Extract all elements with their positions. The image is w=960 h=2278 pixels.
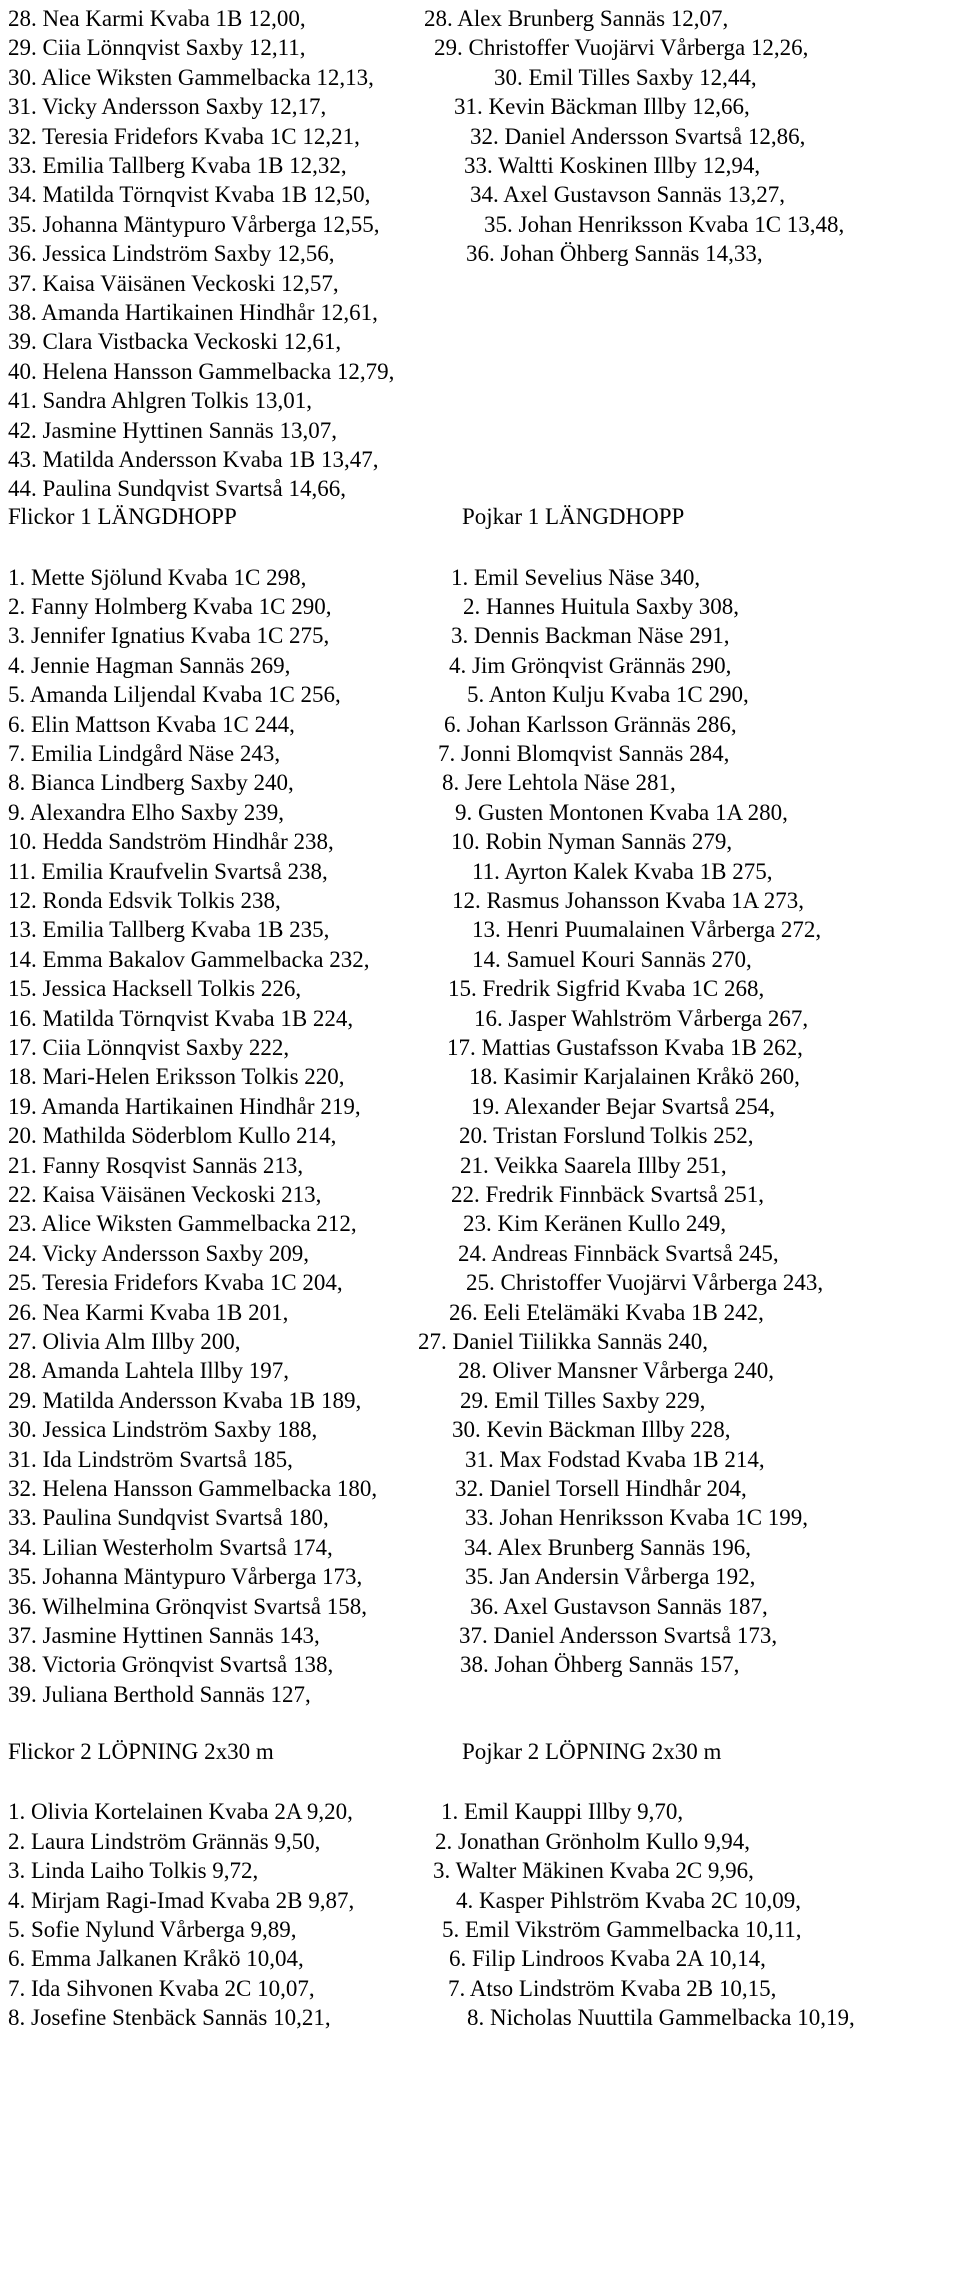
- result-row: [0, 298, 960, 327]
- result-girl: 42. Jasmine Hyttinen Sannäs 13,07,: [8, 417, 337, 443]
- result-row: [0, 1327, 960, 1356]
- result-row: [0, 915, 960, 944]
- result-girl: 4. Mirjam Ragi-Imad Kvaba 2B 9,87,: [8, 1887, 355, 1913]
- result-row: [0, 180, 960, 209]
- result-boy: 5. Emil Vikström Gammelbacka 10,11,: [442, 1917, 802, 1942]
- result-boy: 10. Robin Nyman Sannäs 279,: [451, 829, 733, 855]
- result-girl: 37. Jasmine Hyttinen Sannäs 143,: [8, 1623, 320, 1648]
- result-girl: 1. Mette Sjölund Kvaba 1C 298,: [8, 564, 307, 590]
- result-girl: 33. Emilia Tallberg Kvaba 1B 12,32,: [8, 153, 347, 178]
- result-girl: 20. Mathilda Söderblom Kullo 214,: [8, 1123, 337, 1149]
- result-row: [0, 857, 960, 886]
- result-row: [0, 2003, 960, 2032]
- result-row: [0, 151, 960, 180]
- result-row: [0, 1562, 960, 1591]
- result-row: [0, 1533, 960, 1562]
- result-row: [0, 63, 960, 92]
- result-row: [0, 1033, 960, 1062]
- result-row: [0, 1797, 960, 1826]
- result-boy: 20. Tristan Forslund Tolkis 252,: [459, 1123, 754, 1149]
- result-boy: 30. Emil Tilles Saxby 12,44,: [494, 64, 757, 90]
- result-girl: 21. Fanny Rosqvist Sannäs 213,: [8, 1152, 304, 1178]
- result-girl: 39. Juliana Berthold Sannäs 127,: [8, 1681, 311, 1707]
- result-row: [0, 1650, 960, 1679]
- result-row: [0, 1886, 960, 1915]
- result-boy: 34. Axel Gustavson Sannäs 13,27,: [470, 182, 785, 208]
- result-row: [0, 1004, 960, 1033]
- result-row: [0, 651, 960, 680]
- result-row: [0, 827, 960, 856]
- result-row: [0, 1592, 960, 1621]
- result-row: [0, 239, 960, 268]
- result-row: [0, 1974, 960, 2003]
- result-row: [0, 592, 960, 621]
- result-row: [0, 680, 960, 709]
- result-row: [0, 1298, 960, 1327]
- result-girl: 38. Victoria Grönqvist Svartså 138,: [8, 1652, 334, 1678]
- result-row: [0, 445, 960, 474]
- result-row: [0, 1944, 960, 1973]
- result-row: [0, 416, 960, 445]
- result-boy: 13. Henri Puumalainen Vårberga 272,: [472, 917, 822, 943]
- result-boy: 16. Jasper Wahlström Vårberga 267,: [474, 1005, 809, 1031]
- result-girl: 29. Matilda Andersson Kvaba 1B 189,: [8, 1387, 362, 1413]
- result-girl: 1. Olivia Kortelainen Kvaba 2A 9,20,: [8, 1799, 353, 1825]
- result-boy: 19. Alexander Bejar Svartså 254,: [471, 1093, 776, 1119]
- result-girl: 36. Jessica Lindström Saxby 12,56,: [8, 241, 335, 267]
- result-row: [0, 974, 960, 1003]
- result-boy: 35. Johan Henriksson Kvaba 1C 13,48,: [484, 211, 845, 237]
- result-row: [0, 768, 960, 797]
- result-row: [0, 798, 960, 827]
- result-boy: 8. Jere Lehtola Näse 281,: [442, 770, 676, 796]
- result-boy: 18. Kasimir Karjalainen Kråkö 260,: [469, 1064, 800, 1090]
- result-girl: 5. Amanda Liljendal Kvaba 1C 256,: [8, 682, 341, 708]
- result-girl: 29. Ciia Lönnqvist Saxby 12,11,: [8, 35, 306, 61]
- result-row: [0, 357, 960, 386]
- result-girl: 36. Wilhelmina Grönqvist Svartså 158,: [8, 1593, 367, 1619]
- result-girl: 8. Josefine Stenbäck Sannäs 10,21,: [8, 2005, 331, 2031]
- heading-boys: Pojkar 1 LÄNGDHOPP: [462, 503, 685, 529]
- result-row: [0, 945, 960, 974]
- result-row: [0, 886, 960, 915]
- result-boy: 36. Axel Gustavson Sannäs 187,: [470, 1593, 768, 1619]
- result-girl: 37. Kaisa Väisänen Veckoski 12,57,: [8, 270, 339, 296]
- result-row: [0, 621, 960, 650]
- result-girl: 11. Emilia Kraufvelin Svartså 238,: [8, 858, 328, 884]
- result-boy: 2. Hannes Huitula Saxby 308,: [463, 594, 739, 619]
- result-girl: 10. Hedda Sandström Hindhår 238,: [8, 829, 334, 855]
- result-girl: 13. Emilia Tallberg Kvaba 1B 235,: [8, 917, 330, 943]
- result-boy: 33. Waltti Koskinen Illby 12,94,: [464, 153, 761, 178]
- result-girl: 31. Vicky Andersson Saxby 12,17,: [8, 94, 327, 120]
- result-row: [0, 739, 960, 768]
- result-girl: 39. Clara Vistbacka Veckoski 12,61,: [8, 329, 342, 355]
- section-heading: [0, 1737, 960, 1766]
- result-boy: 3. Dennis Backman Näse 291,: [451, 623, 730, 649]
- result-girl: 9. Alexandra Elho Saxby 239,: [8, 799, 284, 825]
- result-girl: 16. Matilda Törnqvist Kvaba 1B 224,: [8, 1005, 354, 1031]
- result-boy: 36. Johan Öhberg Sannäs 14,33,: [466, 241, 763, 267]
- result-row: [0, 1386, 960, 1415]
- result-boy: 17. Mattias Gustafsson Kvaba 1B 262,: [447, 1035, 803, 1060]
- result-boy: 31. Max Fodstad Kvaba 1B 214,: [465, 1446, 765, 1472]
- result-row: [0, 327, 960, 356]
- section-heading: [0, 502, 960, 531]
- result-girl: 34. Lilian Westerholm Svartså 174,: [8, 1534, 333, 1560]
- result-girl: 35. Johanna Mäntypuro Vårberga 173,: [8, 1564, 363, 1590]
- result-girl: 4. Jennie Hagman Sannäs 269,: [8, 652, 291, 678]
- result-boy: 3. Walter Mäkinen Kvaba 2C 9,96,: [433, 1858, 754, 1884]
- result-girl: 5. Sofie Nylund Vårberga 9,89,: [8, 1917, 297, 1942]
- result-row: [0, 563, 960, 592]
- result-row: [0, 1445, 960, 1474]
- result-girl: 30. Alice Wiksten Gammelbacka 12,13,: [8, 64, 374, 90]
- result-boy: 35. Jan Andersin Vårberga 192,: [465, 1564, 756, 1590]
- result-girl: 33. Paulina Sundqvist Svartså 180,: [8, 1505, 329, 1531]
- result-boy: 21. Veikka Saarela Illby 251,: [460, 1152, 727, 1178]
- result-girl: 23. Alice Wiksten Gammelbacka 212,: [8, 1211, 357, 1237]
- result-boy: 7. Jonni Blomqvist Sannäs 284,: [438, 741, 730, 766]
- heading-boys: Pojkar 2 LÖPNING 2x30 m: [462, 1738, 722, 1764]
- result-boy: 29. Christoffer Vuojärvi Vårberga 12,26,: [434, 35, 809, 61]
- result-girl: 14. Emma Bakalov Gammelbacka 232,: [8, 946, 370, 972]
- result-girl: 12. Ronda Edsvik Tolkis 238,: [8, 888, 281, 913]
- result-girl: 6. Emma Jalkanen Kråkö 10,04,: [8, 1946, 304, 1972]
- result-row: [0, 122, 960, 151]
- result-row: [0, 1209, 960, 1238]
- result-row: [0, 1827, 960, 1856]
- result-girl: 3. Jennifer Ignatius Kvaba 1C 275,: [8, 623, 330, 649]
- result-row: [0, 1151, 960, 1180]
- result-row: [0, 1621, 960, 1650]
- result-girl: 2. Fanny Holmberg Kvaba 1C 290,: [8, 594, 332, 619]
- result-boy: 4. Jim Grönqvist Grännäs 290,: [449, 652, 732, 678]
- result-girl: 28. Nea Karmi Kvaba 1B 12,00,: [8, 6, 306, 31]
- result-row: [0, 92, 960, 121]
- result-girl: 26. Nea Karmi Kvaba 1B 201,: [8, 1299, 289, 1325]
- result-boy: 33. Johan Henriksson Kvaba 1C 199,: [465, 1505, 809, 1531]
- result-row: [0, 1356, 960, 1385]
- result-girl: 8. Bianca Lindberg Saxby 240,: [8, 770, 294, 796]
- result-row: [0, 1268, 960, 1297]
- result-girl: 28. Amanda Lahtela Illby 197,: [8, 1358, 290, 1384]
- result-girl: 30. Jessica Lindström Saxby 188,: [8, 1417, 318, 1443]
- result-row: [0, 386, 960, 415]
- result-boy: 29. Emil Tilles Saxby 229,: [460, 1387, 706, 1413]
- result-girl: 17. Ciia Lönnqvist Saxby 222,: [8, 1035, 290, 1060]
- result-boy: 2. Jonathan Grönholm Kullo 9,94,: [435, 1828, 750, 1854]
- result-boy: 38. Johan Öhberg Sannäs 157,: [460, 1652, 740, 1678]
- result-girl: 44. Paulina Sundqvist Svartså 14,66,: [8, 476, 346, 502]
- result-boy: 1. Emil Sevelius Näse 340,: [451, 564, 701, 590]
- result-girl: 7. Emilia Lindgård Näse 243,: [8, 741, 281, 766]
- result-girl: 32. Helena Hansson Gammelbacka 180,: [8, 1476, 378, 1501]
- result-boy: 12. Rasmus Johansson Kvaba 1A 273,: [452, 888, 805, 913]
- heading-girls: Flickor 1 LÄNGDHOPP: [8, 503, 237, 529]
- result-boy: 28. Oliver Mansner Vårberga 240,: [458, 1358, 774, 1384]
- result-girl: 2. Laura Lindström Grännäs 9,50,: [8, 1828, 321, 1854]
- result-boy: 34. Alex Brunberg Sannäs 196,: [464, 1534, 752, 1560]
- result-girl: 43. Matilda Andersson Kvaba 1B 13,47,: [8, 447, 379, 472]
- result-boy: 15. Fredrik Sigfrid Kvaba 1C 268,: [448, 976, 765, 1002]
- result-girl: 27. Olivia Alm Illby 200,: [8, 1329, 241, 1354]
- result-row: [0, 1121, 960, 1150]
- result-girl: 38. Amanda Hartikainen Hindhår 12,61,: [8, 300, 378, 325]
- result-boy: 5. Anton Kulju Kvaba 1C 290,: [467, 682, 749, 708]
- result-girl: 6. Elin Mattson Kvaba 1C 244,: [8, 711, 295, 737]
- result-boy: 24. Andreas Finnbäck Svartså 245,: [458, 1240, 779, 1266]
- result-row: [0, 1856, 960, 1885]
- result-boy: 4. Kasper Pihlström Kvaba 2C 10,09,: [456, 1887, 801, 1913]
- result-girl: 35. Johanna Mäntypuro Vårberga 12,55,: [8, 211, 380, 237]
- result-boy: 26. Eeli Etelämäki Kvaba 1B 242,: [449, 1299, 764, 1325]
- result-boy: 11. Ayrton Kalek Kvaba 1B 275,: [472, 858, 773, 884]
- result-girl: 18. Mari-Helen Eriksson Tolkis 220,: [8, 1064, 345, 1090]
- result-boy: 6. Johan Karlsson Grännäs 286,: [444, 711, 737, 737]
- result-boy: 25. Christoffer Vuojärvi Vårberga 243,: [466, 1270, 824, 1296]
- result-boy: 6. Filip Lindroos Kvaba 2A 10,14,: [449, 1946, 766, 1972]
- result-girl: 19. Amanda Hartikainen Hindhår 219,: [8, 1093, 361, 1119]
- result-row: [0, 474, 960, 503]
- result-girl: 7. Ida Sihvonen Kvaba 2C 10,07,: [8, 1975, 315, 2001]
- result-boy: 14. Samuel Kouri Sannäs 270,: [472, 946, 752, 972]
- result-boy: 22. Fredrik Finnbäck Svartså 251,: [451, 1182, 765, 1207]
- result-boy: 9. Gusten Montonen Kvaba 1A 280,: [455, 799, 788, 825]
- result-row: [0, 1503, 960, 1532]
- result-row: [0, 1474, 960, 1503]
- result-girl: 32. Teresia Fridefors Kvaba 1C 12,21,: [8, 123, 360, 149]
- result-girl: 40. Helena Hansson Gammelbacka 12,79,: [8, 358, 395, 384]
- result-boy: 7. Atso Lindström Kvaba 2B 10,15,: [448, 1975, 777, 2001]
- result-boy: 32. Daniel Andersson Svartså 12,86,: [470, 123, 806, 149]
- result-girl: 31. Ida Lindström Svartså 185,: [8, 1446, 293, 1472]
- result-row: [0, 1239, 960, 1268]
- result-row: [0, 1680, 960, 1709]
- result-girl: 24. Vicky Andersson Saxby 209,: [8, 1240, 310, 1266]
- result-row: [0, 1180, 960, 1209]
- result-row: [0, 1915, 960, 1944]
- result-girl: 34. Matilda Törnqvist Kvaba 1B 12,50,: [8, 182, 371, 208]
- result-row: [0, 1415, 960, 1444]
- result-boy: 28. Alex Brunberg Sannäs 12,07,: [424, 6, 729, 31]
- result-boy: 1. Emil Kauppi Illby 9,70,: [441, 1799, 684, 1825]
- result-boy: 8. Nicholas Nuuttila Gammelbacka 10,19,: [467, 2005, 855, 2031]
- result-row: [0, 1092, 960, 1121]
- result-girl: 22. Kaisa Väisänen Veckoski 213,: [8, 1182, 322, 1207]
- result-row: [0, 33, 960, 62]
- result-girl: 25. Teresia Fridefors Kvaba 1C 204,: [8, 1270, 343, 1296]
- result-row: [0, 210, 960, 239]
- result-girl: 41. Sandra Ahlgren Tolkis 13,01,: [8, 388, 312, 414]
- result-boy: 23. Kim Keränen Kullo 249,: [463, 1211, 727, 1237]
- result-boy: 37. Daniel Andersson Svartså 173,: [459, 1623, 778, 1648]
- result-boy: 30. Kevin Bäckman Illby 228,: [452, 1417, 731, 1443]
- result-boy: 32. Daniel Torsell Hindhår 204,: [455, 1476, 747, 1501]
- result-row: [0, 269, 960, 298]
- heading-girls: Flickor 2 LÖPNING 2x30 m: [8, 1738, 274, 1764]
- result-boy: 31. Kevin Bäckman Illby 12,66,: [454, 94, 750, 120]
- result-boy: 27. Daniel Tiilikka Sannäs 240,: [418, 1329, 709, 1354]
- result-row: [0, 710, 960, 739]
- result-girl: 3. Linda Laiho Tolkis 9,72,: [8, 1858, 259, 1884]
- result-row: [0, 4, 960, 33]
- result-row: [0, 1062, 960, 1091]
- result-girl: 15. Jessica Hacksell Tolkis 226,: [8, 976, 302, 1002]
